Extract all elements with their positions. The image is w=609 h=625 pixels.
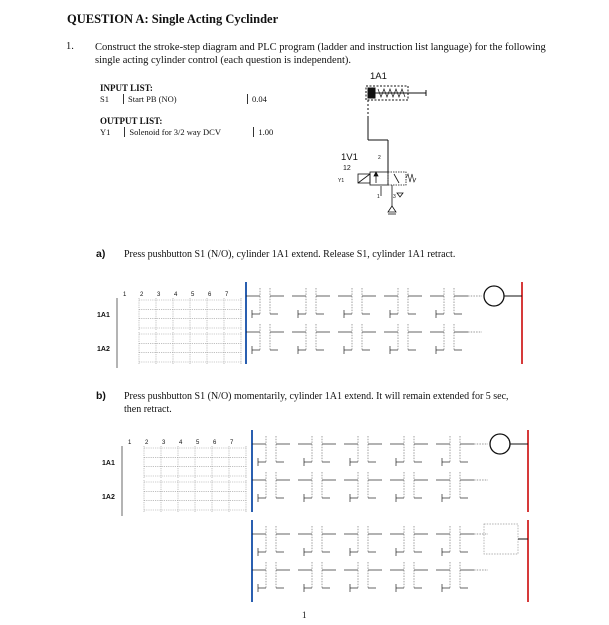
input-row xyxy=(100,94,267,104)
output-addr: 1.00 xyxy=(258,127,274,137)
grid-row-label-1a1: 1A1 xyxy=(102,460,115,467)
port-3-label: 3 xyxy=(393,194,396,200)
step-number: 5 xyxy=(191,292,195,298)
part-a-text: Press pushbutton S1 (N/O), cylinder 1A1 extend. Release S1, cylinder 1A1 retract. xyxy=(124,249,456,260)
timer-block-placeholder[interactable] xyxy=(484,524,518,554)
grid-cells-1a1[interactable] xyxy=(144,446,247,478)
step-number: 6 xyxy=(208,292,212,298)
cylinder-label: 1A1 xyxy=(370,71,387,82)
step-number: 3 xyxy=(157,292,161,298)
part-b-label: b) xyxy=(96,390,106,402)
output-coil-icon[interactable] xyxy=(490,434,510,454)
stroke-step-grid-a[interactable] xyxy=(95,288,242,372)
question-intro: Construct the stroke-step diagram and PLC program (ladder and instruction list language) for the following single acting cylinder control (each question is independent). xyxy=(95,42,546,66)
ladder-rung[interactable] xyxy=(252,526,488,556)
input-tag: S1 xyxy=(100,94,109,104)
input-addr: 0.04 xyxy=(251,94,267,104)
single-acting-cylinder-symbol xyxy=(366,86,426,172)
grid-row-label-1a2: 1A2 xyxy=(102,494,115,501)
valve-port-label: 12 xyxy=(343,165,351,172)
step-number: 3 xyxy=(162,440,166,446)
3-2-valve-symbol xyxy=(358,172,416,214)
grid-cells-1a2[interactable] xyxy=(144,480,247,512)
ladder-rung[interactable] xyxy=(246,324,482,354)
part-b-text-line1: Press pushbutton S1 (N/O) momentarily, cylinder 1A1 extend. It will remain extended for 5 sec, xyxy=(124,391,509,402)
ladder-rung[interactable] xyxy=(252,472,488,502)
step-number: 7 xyxy=(225,292,229,298)
port-2-label: 2 xyxy=(378,155,381,161)
ladder-rung[interactable] xyxy=(252,436,488,466)
output-desc: Solenoid for 3/2 way DCV xyxy=(129,127,221,137)
output-coil-icon[interactable] xyxy=(484,286,504,306)
step-number: 2 xyxy=(145,440,149,446)
question-number: 1. xyxy=(66,41,74,52)
ladder-rung[interactable] xyxy=(246,288,482,318)
valve-label: 1V1 xyxy=(341,152,358,163)
step-number: 1 xyxy=(128,440,132,446)
ladder-diagram-b-lower[interactable] xyxy=(248,520,538,602)
stroke-step-grid-b[interactable] xyxy=(100,436,247,520)
ladder-diagram-a[interactable] xyxy=(242,282,532,364)
step-number: 5 xyxy=(196,440,200,446)
grid-row-label-1a1: 1A1 xyxy=(97,312,110,319)
input-list-heading: INPUT LIST: xyxy=(100,83,153,93)
step-number: 2 xyxy=(140,292,144,298)
ladder-diagram-b-upper[interactable] xyxy=(248,430,538,512)
grid-cells-1a2[interactable] xyxy=(139,332,242,364)
step-number: 1 xyxy=(123,292,127,298)
input-desc: Start PB (NO) xyxy=(127,94,177,104)
question-title: QUESTION A: Single Acting Cyclinder xyxy=(67,12,279,26)
coil-label: Y1 xyxy=(338,178,345,184)
grid-row-label-1a2: 1A2 xyxy=(97,346,110,353)
step-number: 4 xyxy=(174,292,178,298)
grid-cells-1a1[interactable] xyxy=(139,298,242,330)
output-list-heading: OUTPUT LIST: xyxy=(100,116,163,126)
part-b-text-line2: then retract. xyxy=(124,404,172,415)
ladder-rung[interactable] xyxy=(252,562,488,592)
part-a-label: a) xyxy=(96,248,106,260)
page-number: 1 xyxy=(302,610,307,620)
step-number: 6 xyxy=(213,440,217,446)
port-1-label: 1 xyxy=(377,194,380,200)
output-tag: Y1 xyxy=(100,127,111,137)
step-number: 4 xyxy=(179,440,183,446)
step-number: 7 xyxy=(230,440,234,446)
output-row xyxy=(100,127,273,137)
